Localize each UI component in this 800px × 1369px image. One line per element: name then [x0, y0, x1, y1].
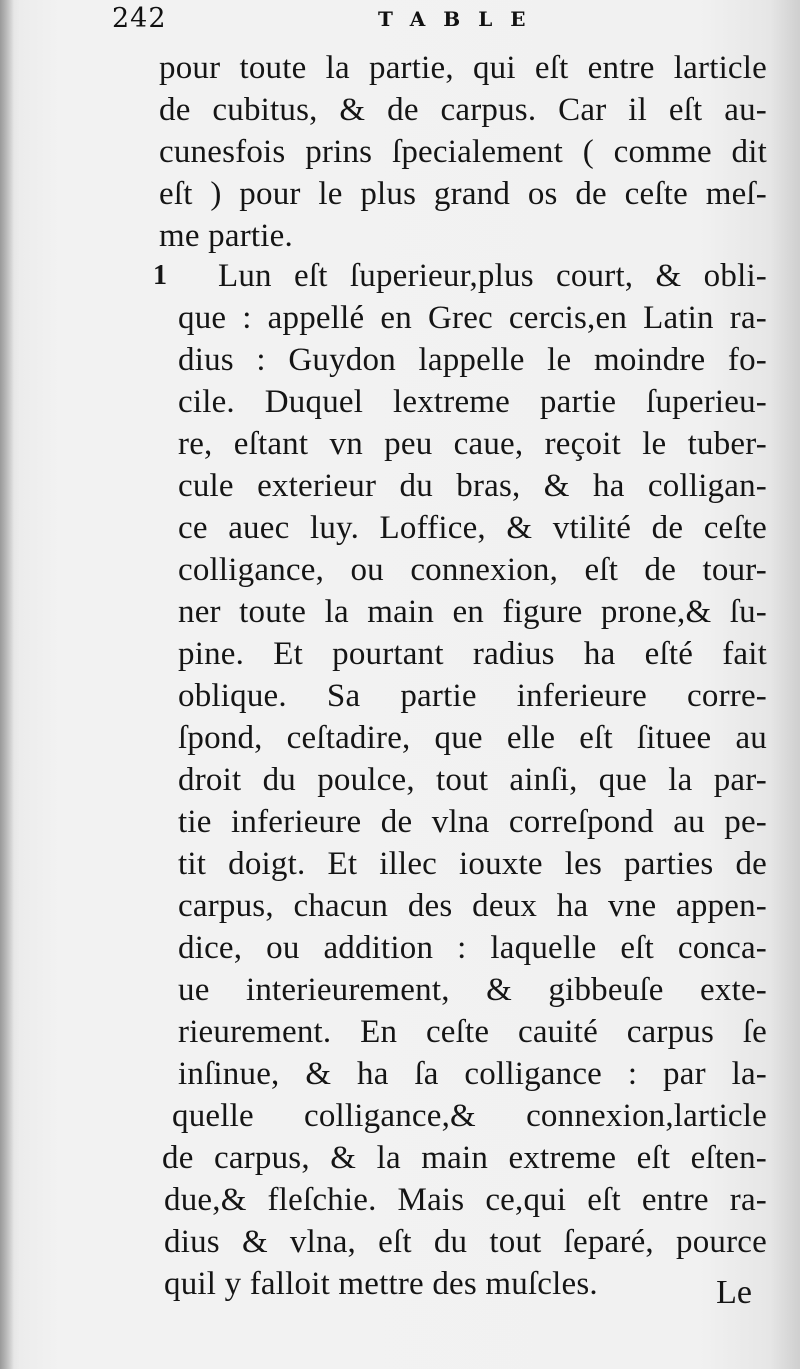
text-line: quil y falloit mettre des muſcles.	[164, 1266, 598, 1302]
text-line: ce auec luy. Loffice, & vtilité de ceſte	[178, 510, 767, 546]
page-header	[0, 2, 800, 36]
text-line: pour toute la partie, qui eſt entre larticle	[159, 50, 767, 86]
text-line: dius & vlna, eſt du tout ſeparé, pource	[164, 1224, 767, 1260]
text-line: colligance, ou connexion, eſt de tour-	[178, 552, 767, 588]
text-line: de carpus, & la main extreme eſt eſten-	[162, 1140, 767, 1176]
running-head: TABLE	[378, 7, 544, 31]
text-line: cile. Duquel lextreme partie ſuperieu-	[178, 384, 767, 420]
text-line: me partie.	[159, 218, 293, 254]
page-number: 242	[112, 3, 167, 34]
text-line: tie inferieure de vlna correſpond au pe-	[178, 804, 767, 840]
text-line: pine. Et pourtant radius ha eſté fait	[178, 636, 767, 672]
text-line: dice, ou addition : laquelle eſt conca-	[178, 930, 767, 966]
text-line: ſpond, ceſtadire, que elle eſt ſituee au	[178, 720, 767, 756]
text-line: due,& fleſchie. Mais ce,qui eſt entre ra-	[164, 1182, 767, 1218]
text-line: eſt ) pour le plus grand os de ceſte meſ-	[159, 176, 767, 212]
binding-shadow	[0, 0, 14, 1369]
text-line: cule exterieur du bras, & ha colligan-	[178, 468, 767, 504]
text-line: inſinue, & ha ſa colligance : par la-	[178, 1056, 767, 1092]
text-line: dius : Guydon lappelle le moindre fo-	[178, 342, 767, 378]
text-line: re, eſtant vn peu caue, reçoit le tuber-	[178, 426, 767, 462]
text-line: droit du poulce, tout ainſi, que la par-	[178, 762, 767, 798]
text-line: rieurement. En ceſte cauité carpus ſe	[178, 1014, 767, 1050]
text-line: quelle colligance,& connexion,larticle	[172, 1098, 767, 1134]
text-line: tit doigt. Et illec iouxte les parties de	[178, 846, 767, 882]
note-marker: 1	[153, 260, 167, 291]
text-line: que : appellé en Grec cercis,en Latin ra-	[178, 300, 767, 336]
text-line: carpus, chacun des deux ha vne appen-	[178, 888, 767, 924]
text-line: ner toute la main en figure prone,& ſu-	[178, 594, 767, 630]
text-line: cunesfois prins ſpecialement ( comme dit	[159, 134, 767, 170]
text-line: ue interieurement, & gibbeuſe exte-	[178, 972, 767, 1008]
text-line: Lun eſt ſuperieur,plus court, & obli-	[218, 258, 767, 294]
catchword: Le	[716, 1274, 752, 1311]
text-line: de cubitus, & de carpus. Car il eſt au-	[159, 92, 767, 128]
text-line: oblique. Sa partie inferieure corre-	[178, 678, 767, 714]
